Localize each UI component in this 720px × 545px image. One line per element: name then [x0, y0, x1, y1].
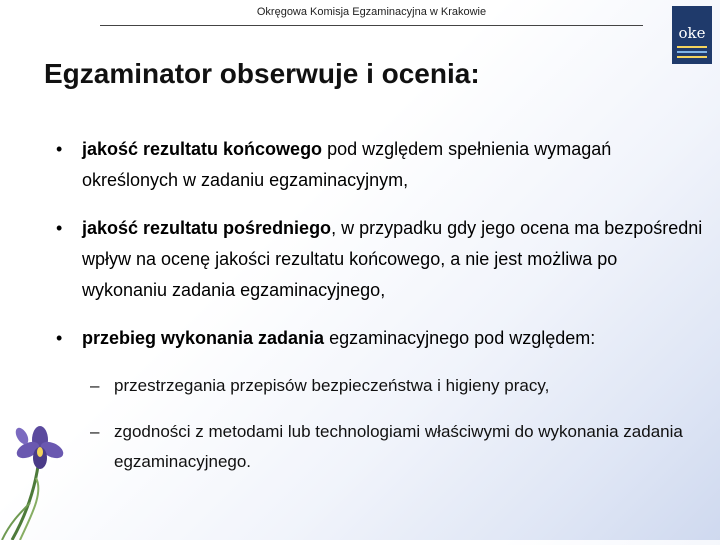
bullet-1-bold: jakość rezultatu końcowego — [82, 139, 323, 159]
bullet-1-text: pod względem spełnienia wymagań określonych w zadaniu egzaminacyjnym, — [82, 139, 612, 190]
bullet-item-3 — [56, 323, 706, 354]
bullet-item-2 — [56, 213, 706, 306]
sub-item-1-text: przestrzegania przepisów bezpieczeństwa i higieny pracy, — [114, 376, 550, 395]
sub-item-2-text: zgodności z metodami lub technologiami właściwymi do wykonania zadania egzaminacyjnego. — [114, 422, 683, 471]
bullet-2-bold: jakość rezultatu pośredniego — [82, 218, 332, 238]
iris-flower-icon — [0, 418, 80, 540]
oke-logo-icon — [672, 6, 712, 64]
sub-item-2 — [90, 417, 706, 477]
slide-content — [56, 134, 706, 493]
sub-item-1 — [90, 371, 706, 401]
bullet-symbol: • — [56, 139, 63, 159]
header-organization: Okręgowa Komisja Egzaminacyjna w Krakowie — [256, 6, 487, 18]
bullet-item-1 — [56, 134, 706, 196]
bullet-2-text: , w przypadku gdy jego ocena ma bezpośredni wpływ na ocenę jakości rezultatu końcowego, a nie jest możliwa po wykonaniu zadania egzaminacyjnego, — [82, 218, 703, 300]
bullet-symbol: • — [56, 328, 63, 348]
bullet-3-bold: przebieg wykonania zadania — [82, 328, 325, 348]
slide-title: Egzaminator obserwuje i ocenia: — [44, 58, 480, 89]
header-divider — [100, 25, 643, 26]
sub-list — [90, 371, 706, 477]
dash-symbol: – — [90, 376, 100, 395]
bullet-symbol: • — [56, 218, 63, 238]
logo-text: oke — [678, 24, 706, 42]
bullet-3-text: egzaminacyjnego pod względem: — [324, 328, 596, 348]
dash-symbol: – — [90, 422, 100, 441]
